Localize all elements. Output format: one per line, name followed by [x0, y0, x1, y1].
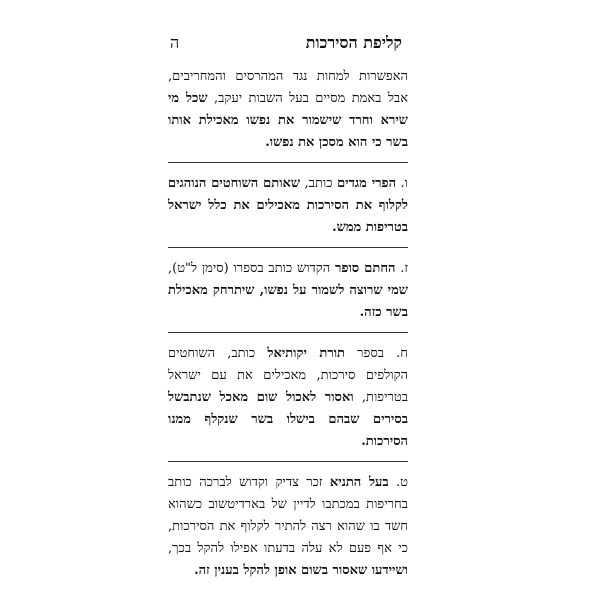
paragraph — [168, 66, 408, 154]
text-column — [168, 66, 408, 596]
text-run: ט. — [388, 475, 408, 490]
text-run: ו. — [396, 176, 409, 191]
divider — [168, 332, 408, 333]
divider — [168, 247, 408, 248]
source-name: בעל התניא — [329, 475, 389, 490]
bold-run: ואסור לאכול שום מאכל שנתבשל בסירים שבהם בישלו בשר שנקלף ממנו הסירכות. — [168, 390, 408, 449]
paragraph — [168, 472, 408, 582]
divider — [168, 162, 408, 163]
text-run: כותב, השוחטים הקולפים סירכות, מאכילים את עם ישראל בטריפות, — [168, 346, 408, 405]
text-run: ז. — [395, 261, 409, 276]
source-name: החתם סופר — [334, 261, 396, 276]
paragraph — [168, 258, 408, 324]
bold-run: שכל מי שירא וחרד שישמור את נפשו מאכילת אותו בשר כי הוא מסכן את נפשו. — [168, 91, 408, 150]
source-name: תורת יקותיאל — [267, 346, 345, 361]
paragraph — [168, 343, 408, 453]
text-run: הקדוש כותב בספרו (סימן ל"ט), — [168, 261, 335, 276]
source-name: הפרי מגדים — [337, 176, 397, 191]
page-number: ה — [170, 33, 180, 52]
text-run: כותב, — [300, 176, 338, 191]
bold-run: שאותם השוחטים הנוהגים לקלוף את הסירכות מאכילים את כלל ישראל בטריפות ממש. — [168, 176, 408, 235]
text-run: זכר צדיק וקדוש לברכה כותב בחריפות במכתבו לדיין של בארדיטשוב כשהוא חשד בו שהוא רצה להתיר לקלוף את הסירכות, כי אף פעם לא עלה בדעתו אפילו להקל בכך, — [168, 475, 408, 556]
divider — [168, 461, 408, 462]
bold-run: שמי שרוצה לשמור על נפשו, שיתרחק מאכילת בשר כזה. — [168, 283, 408, 320]
bold-run: ושיידעו שאסור בשום אופן להקל בענין זה. — [194, 563, 408, 578]
page-header — [170, 33, 402, 57]
text-run: ח. בספר — [344, 346, 408, 361]
paragraph — [168, 173, 408, 239]
page-title: קליפת הסירכות — [305, 33, 402, 52]
text-run: האפשרות למחות נגד המהרסים והמחריבים, אבל באמת מסיים בעל השבות יעקב, — [168, 69, 409, 106]
